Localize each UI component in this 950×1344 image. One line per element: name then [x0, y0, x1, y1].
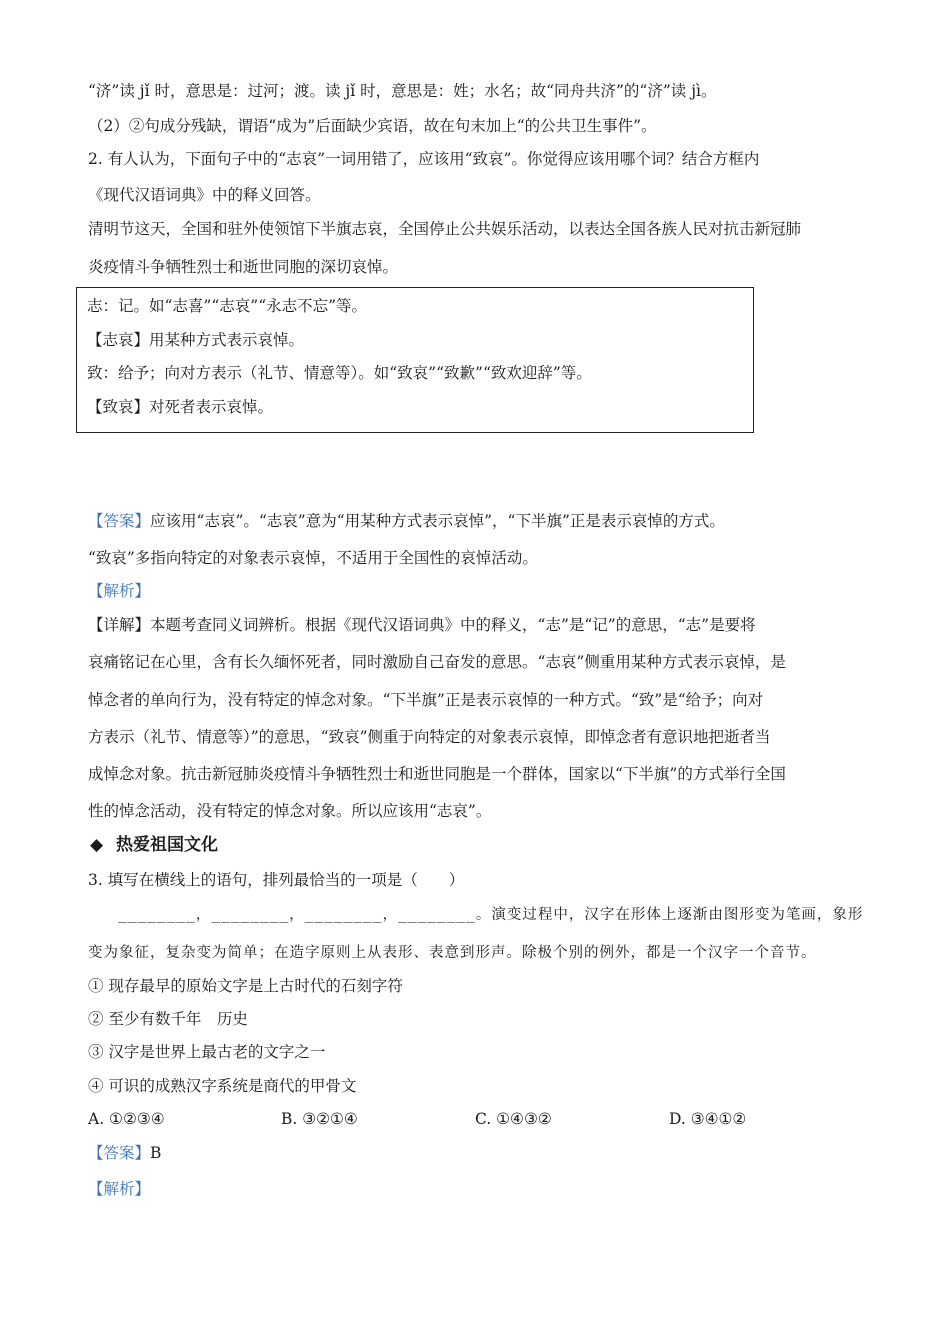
option-d: D. ③④①②: [669, 1110, 747, 1128]
question-2-detail-line-4: 方表示（礼节、情意等）”的意思，“致哀”侧重于向特定的对象表示哀悼，即悼念者有意识地把逝者当: [88, 728, 771, 746]
question-2-answer-line-2: “致哀”多指向特定的对象表示哀悼，不适用于全国性的哀悼活动。: [88, 549, 538, 567]
explanation-line-2: （2）②句成分残缺，谓语“成为”后面缺少宾语，故在句末加上“的公共卫生事件”。: [88, 117, 657, 135]
question-2-detail-line-5: 成悼念对象。抗击新冠肺炎疫情斗争牺牲烈士和逝世同胞是一个群体，国家以“下半旗”的方式举行全国: [88, 765, 786, 783]
question-2-analysis-tag: 【解析】: [88, 582, 151, 600]
question-2-detail-line-6: 性的悼念活动，没有特定的悼念对象。所以应该用“志哀”。: [88, 802, 492, 820]
question-3-analysis-tag: 【解析】: [88, 1180, 151, 1198]
question-2-detail-line-2: 哀痛铭记在心里，含有长久缅怀死者，同时激励自己奋发的意思。“志哀”侧重用某种方式表示哀悼，是: [88, 653, 786, 671]
question-2-passage-line-2: 炎疫情斗争牺牲烈士和逝世同胞的深切哀悼。: [88, 258, 399, 276]
answer-tag: 【答案】: [88, 1144, 151, 1162]
dictionary-entry-zhiai-1: 【志哀】用某种方式表示哀悼。: [87, 331, 305, 349]
question-2-detail-line-1: [88, 614, 756, 636]
dictionary-definition-box: [76, 287, 754, 433]
question-2-detail-line-3: 悼念者的单向行为，没有特定的悼念对象。“下半旗”正是表示哀悼的一种方式。“致”是“给予；向对: [88, 691, 764, 709]
section-title: 热爱祖国文化: [116, 835, 218, 855]
answer-value: B: [150, 1144, 162, 1162]
diamond-bullet-icon: ◆: [90, 835, 104, 855]
dictionary-entry-zhi: 志：记。如“志喜”“志哀”“永志不忘”等。: [87, 297, 368, 315]
question-3-fill-line-1: ________，________，________，________。演变过程中，汉字在形体上逐渐由图形变为笔画，象形: [118, 907, 864, 923]
question-3-item-2: ② 至少有数千年 历史: [88, 1010, 248, 1028]
detail-text: 本题考查同义词辨析。根据《现代汉语词典》中的释义，“志”是“记”的意思，“志”是要将: [150, 616, 756, 634]
question-2-stem-line-1: 2. 有人认为，下面句子中的“志哀”一词用错了，应该用“致哀”。你觉得应该用哪个词？结合方框内: [88, 150, 760, 168]
question-3-item-4: ④ 可识的成熟汉字系统是商代的甲骨文: [88, 1077, 357, 1095]
question-3-fill-line-2: 变为象征，复杂变为简单；在造字原则上从表形、表意到形声。除极个别的例外，都是一个汉字一个音节。: [88, 945, 817, 961]
detail-tag: 【详解】: [88, 616, 151, 634]
section-heading: [90, 834, 218, 856]
question-3-answer: [88, 1142, 161, 1164]
explanation-line-1: “济”读 jǐ 时，意思是：过河；渡。读 jǐ 时，意思是：姓；水名；故“同舟共济”的“济”读 jì。: [88, 82, 717, 100]
question-3-stem: 3. 填写在横线上的语句，排列最恰当的一项是（ ）: [88, 871, 465, 889]
question-2-stem-line-2: 《现代汉语词典》中的释义回答。: [88, 186, 321, 204]
option-b: B. ③②①④: [281, 1110, 358, 1128]
question-3-item-3: ③ 汉字是世界上最古老的文字之一: [88, 1043, 326, 1061]
question-2-answer-line-1: [88, 510, 725, 532]
answer-text: 应该用“志哀”。“志哀”意为“用某种方式表示哀悼”，“下半旗”正是表示哀悼的方式。: [150, 512, 725, 530]
answer-tag: 【答案】: [88, 512, 151, 530]
dictionary-entry-zhiai-2: 【致哀】对死者表示哀悼。: [87, 398, 274, 416]
dictionary-entry-zhi-2: 致：给予；向对方表示（礼节、情意等）。如“致哀”“致歉”“致欢迎辞”等。: [87, 364, 592, 382]
question-2-passage-line-1: 清明节这天，全国和驻外使领馆下半旗志哀，全国停止公共娱乐活动，以表达全国各族人民对抗击新冠肺: [88, 220, 802, 238]
option-a: A. ①②③④: [88, 1110, 165, 1128]
option-c: C. ①④③②: [475, 1110, 552, 1128]
question-3-item-1: ① 现存最早的原始文字是上古时代的石刻字符: [88, 977, 403, 995]
